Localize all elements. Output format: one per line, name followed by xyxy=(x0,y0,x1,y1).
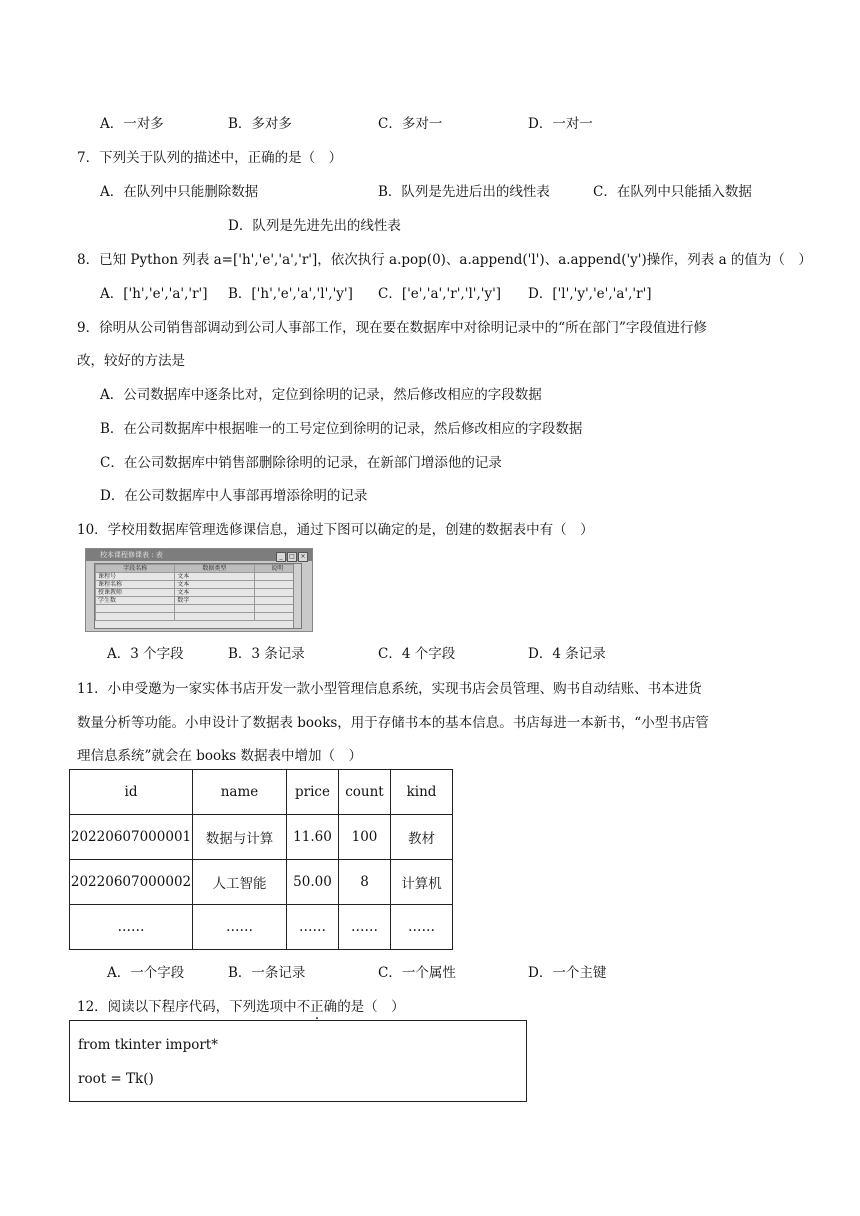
column-header-id: id xyxy=(70,770,193,815)
q6-option-d: D．一对一 xyxy=(528,116,593,132)
table-cell: 数据与计算 xyxy=(193,815,287,860)
q7-option-c: C．在队列中只能插入数据 xyxy=(593,184,752,200)
q10-option-b: B．3 条记录 xyxy=(228,646,305,662)
q8-option-d: D．['l','y','e','a','r'] xyxy=(528,286,652,302)
window-title: 校本课程修课表 : 表 xyxy=(100,551,163,559)
grid-row xyxy=(96,597,301,605)
q11-option-d: D．一个主键 xyxy=(528,965,607,981)
grid-cell xyxy=(175,605,254,613)
table-cell: 11.60 xyxy=(287,815,339,860)
q11-option-c: C．一个属性 xyxy=(378,965,456,981)
field-design-grid xyxy=(94,563,302,629)
q8-stem: 8．已知 Python 列表 a=['h','e','a','r']，依次执行 a.pop(0)、a.append('l')、a.append('y')操作，列表 a 的值为（ ） xyxy=(77,252,812,268)
q6-option-a: A．一对多 xyxy=(100,116,164,132)
grid-cell xyxy=(96,605,175,613)
q8-option-b: B．['h','e','a','l','y'] xyxy=(228,286,353,302)
q9-option-b: B．在公司数据库中根据唯一的工号定位到徐明的记录，然后修改相应的字段数据 xyxy=(100,421,583,437)
code-line: root = Tk() xyxy=(78,1071,154,1087)
column-header-price: price xyxy=(287,770,339,815)
table-cell: 8 xyxy=(339,860,391,905)
grid-cell: 授课教师 xyxy=(96,589,175,597)
grid-row xyxy=(96,581,301,589)
q8-option-c: C．['e','a','r','l','y'] xyxy=(378,286,502,302)
column-header-name: name xyxy=(193,770,287,815)
q7-option-d: D．队列是先进先出的线性表 xyxy=(228,218,401,234)
table-cell: 20220607000002 xyxy=(70,860,193,905)
table-row xyxy=(70,905,453,950)
books-table xyxy=(69,769,453,950)
q10-option-d: D．4 条记录 xyxy=(528,646,606,662)
table-cell: …… xyxy=(193,905,287,950)
grid-header-row xyxy=(96,565,301,573)
close-icon: × xyxy=(298,552,308,562)
table-header-row xyxy=(70,770,453,815)
q11-option-a: A．一个字段 xyxy=(107,965,185,981)
grid-header: 数据类型 xyxy=(175,565,254,573)
code-line: from tkinter import* xyxy=(78,1037,218,1053)
table-cell: …… xyxy=(339,905,391,950)
vertical-scrollbar xyxy=(293,564,301,628)
q12-stem-prefix: 12．阅读以下程序代码，下列选项中 xyxy=(77,999,297,1015)
grid-cell xyxy=(96,613,175,621)
q10-option-c: C．4 个字段 xyxy=(378,646,456,662)
grid-cell: 文本 xyxy=(175,573,254,581)
q10-stem: 10．学校用数据库管理选修课信息，通过下图可以确定的是，创建的数据表中有（ ） xyxy=(77,522,594,538)
q7-option-b: B．队列是先进后出的线性表 xyxy=(378,184,550,200)
q9-stem-line2: 改，较好的方法是 xyxy=(77,353,185,369)
grid-cell: 数字 xyxy=(175,597,254,605)
q11-stem-line3: 理信息系统”就会在 books 数据表中增加（ ） xyxy=(77,748,362,764)
q7-stem: 7．下列关于队列的描述中，正确的是（ ） xyxy=(77,150,343,166)
minimize-icon: _ xyxy=(276,552,286,562)
grid-header: 字段名称 xyxy=(96,565,175,573)
grid-header: 说明 xyxy=(254,565,301,573)
table-cell: 教材 xyxy=(391,815,453,860)
q6-option-b: B．多对多 xyxy=(228,116,292,132)
code-box xyxy=(69,1020,527,1102)
grid-cell: 课程名称 xyxy=(96,581,175,589)
table-cell: 20220607000001 xyxy=(70,815,193,860)
q11-stem-line2: 数量分析等功能。小申设计了数据表 books，用于存储书本的基本信息。书店每进一本新书，“小型书店管 xyxy=(77,715,709,731)
table-cell: …… xyxy=(391,905,453,950)
q10-option-a: A．3 个字段 xyxy=(107,646,184,662)
table-cell: 100 xyxy=(339,815,391,860)
table-cell: 50.00 xyxy=(287,860,339,905)
column-header-count: count xyxy=(339,770,391,815)
q9-option-a: A．公司数据库中逐条比对，定位到徐明的记录，然后修改相应的字段数据 xyxy=(100,387,542,403)
q8-option-a: A．['h','e','a','r'] xyxy=(100,286,208,302)
window-controls xyxy=(275,550,308,562)
q9-stem-line1: 9．徐明从公司销售部调动到公司人事部工作，现在要在数据库中对徐明记录中的“所在部门”字段值进行修 xyxy=(77,320,707,336)
q12-stem-suffix: 的是（ ） xyxy=(337,999,405,1015)
maximize-icon: □ xyxy=(287,552,297,562)
column-header-kind: kind xyxy=(391,770,453,815)
q11-stem-line1: 11．小申受邀为一家实体书店开发一款小型管理信息系统，实现书店会员管理、购书自动结账、书本进货 xyxy=(77,681,702,697)
grid-row xyxy=(96,605,301,613)
grid-cell: 课程号 xyxy=(96,573,175,581)
table-cell: …… xyxy=(70,905,193,950)
table-row xyxy=(70,815,453,860)
q6-option-c: C．多对一 xyxy=(378,116,443,132)
grid-row xyxy=(96,573,301,581)
grid-cell: 学生数 xyxy=(96,597,175,605)
table-cell: …… xyxy=(287,905,339,950)
q9-option-d: D．在公司数据库中人事部再增添徐明的记录 xyxy=(100,488,368,504)
grid-row xyxy=(96,589,301,597)
q12-stem-emphasis: 不正确 xyxy=(296,999,338,1015)
q9-option-c: C．在公司数据库中销售部删除徐明的记录，在新部门增添他的记录 xyxy=(100,455,502,471)
q11-option-b: B．一条记录 xyxy=(228,965,306,981)
grid-cell xyxy=(175,613,254,621)
table-design-window-image xyxy=(85,548,313,632)
table-cell: 人工智能 xyxy=(193,860,287,905)
grid-cell: 文本 xyxy=(175,589,254,597)
window-titlebar xyxy=(86,549,312,561)
table-row xyxy=(70,860,453,905)
q12-stem xyxy=(77,995,405,1015)
q7-option-a: A．在队列中只能删除数据 xyxy=(100,184,259,200)
grid-cell: 文本 xyxy=(175,581,254,589)
grid-row xyxy=(96,613,301,621)
table-cell: 计算机 xyxy=(391,860,453,905)
